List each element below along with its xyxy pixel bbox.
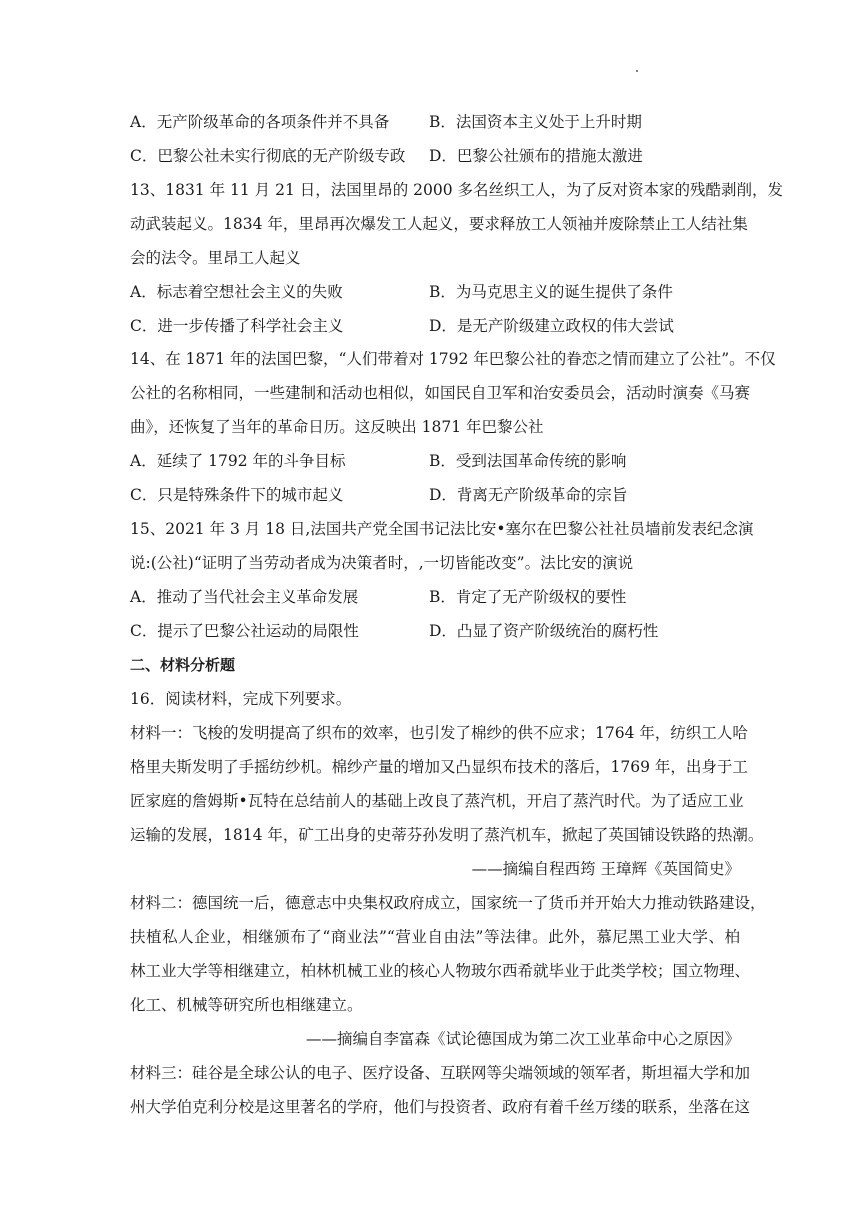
q14-stem-line-2: 公社的名称相同，一些建制和活动也相似，如国民自卫军和治安委员会，活动时演奏《马赛: [130, 384, 751, 402]
q13-option-row-1: [130, 282, 740, 302]
q14-option-c: C．只是特殊条件下的城市起义: [130, 486, 344, 504]
q14-option-row-1: [130, 451, 740, 471]
q15-stem-line-1: 15、2021 年 3 月 18 日,法国共产党全国书记法比安•塞尔在巴黎公社社员墙前发表纪念演: [130, 520, 754, 538]
material1-line-1: 材料一：飞梭的发明提高了织布的效率，也引发了棉纱的供不应求；1764 年，纺织工人哈: [130, 724, 748, 742]
material2-line-4: 化工、机械等研究所也相继建立。: [130, 996, 363, 1014]
q12-option-b: B．法国资本主义处于上升时期: [429, 113, 642, 131]
q14-stem-line-3: 曲》，还恢复了当年的革命日历。这反映出 1871 年巴黎公社: [130, 418, 544, 436]
q14-option-a: A．延续了 1792 年的斗争目标: [130, 452, 346, 470]
q15-option-d: D．凸显了资产阶级统治的腐朽性: [429, 622, 659, 640]
q14-option-row-2: [130, 485, 740, 505]
material3-line-1: 材料三：硅谷是全球公认的电子、医疗设备、互联网等尖端领域的领军者，斯坦福大学和加: [130, 1064, 751, 1082]
material2-line-3: 林工业大学等相继建立，柏林机械工业的核心人物玻尔西希就毕业于此类学校；国立物理、: [130, 962, 751, 980]
material2-source: ——摘编自李富森《试论德国成为第二次工业革命中心之原因》: [305, 1030, 740, 1048]
section-title: 二、材料分析题: [130, 656, 236, 674]
q15-option-row-2: [130, 621, 740, 641]
material1-line-4: 运输的发展，1814 年，矿工出身的史蒂芬孙发明了蒸汽机车，掀起了英国铺设铁路的热潮。: [130, 826, 764, 844]
q12-option-row-1: [130, 112, 740, 132]
q13-option-b: B．为马克思主义的诞生提供了条件: [429, 283, 673, 301]
material2-line-2: 扶植私人企业，相继颁布了“商业法”“营业自由法”等法律。此外，慕尼黑工业大学、柏: [130, 928, 740, 946]
page-dot-mark: [636, 70, 638, 72]
q13-option-d: D．是无产阶级建立政权的伟大尝试: [429, 317, 674, 335]
material1-line-3: 匠家庭的詹姆斯•瓦特在总结前人的基础上改良了蒸汽机，开启了蒸汽时代。为了适应工业: [130, 792, 744, 810]
q15-stem-line-2: 说:(公社)“证明了当劳动者成为决策者时，,一切皆能改变”。法比安的演说: [130, 554, 634, 572]
q12-option-a: A．无产阶级革命的各项条件并不具备: [130, 113, 390, 131]
q13-stem-line-1: 13、1831 年 11 月 21 日，法国里昂的 2000 多名丝织工人，为了反对资本家的残酷剥削，发: [130, 181, 784, 199]
q15-option-c: C．提示了巴黎公社运动的局限性: [130, 622, 359, 640]
q15-option-b: B．肯定了无产阶级权的要性: [429, 588, 627, 606]
q13-option-a: A．标志着空想社会主义的失败: [130, 283, 343, 301]
material3-line-2: 州大学伯克利分校是这里著名的学府，他们与投资者、政府有着千丝万缕的联系，坐落在这: [130, 1098, 751, 1116]
q14-option-b: B．受到法国革命传统的影响: [429, 452, 627, 470]
q14-stem-line-1: 14、在 1871 年的法国巴黎，“人们带着对 1792 年巴黎公社的眷恋之情而建立了公社”。不仅: [130, 350, 776, 368]
q13-option-c: C．进一步传播了科学社会主义: [130, 317, 344, 335]
material1-source: ——摘编自程西筠 王璋辉《英国简史》: [471, 860, 740, 878]
q15-option-row-1: [130, 587, 740, 607]
q13-option-row-2: [130, 316, 740, 336]
q16-intro: 16．阅读材料，完成下列要求。: [130, 690, 352, 708]
q12-option-row-2: [130, 146, 740, 166]
q14-option-d: D．背离无产阶级革命的宗旨: [429, 486, 628, 504]
q12-option-c: C．巴黎公社未实行彻底的无产阶级专政: [130, 147, 406, 165]
q15-option-a: A．推动了当代社会主义革命发展: [130, 588, 359, 606]
material1-line-2: 格里夫斯发明了手摇纺纱机。棉纱产量的增加又凸显织布技术的落后，1769 年，出身于工: [130, 758, 748, 776]
q12-option-d: D．巴黎公社颁布的措施太激进: [429, 147, 643, 165]
material2-line-1: 材料二：德国统一后，德意志中央集权政府成立，国家统一了货币并开始大力推动铁路建设，: [130, 894, 766, 912]
q13-stem-line-3: 会的法令。里昂工人起义: [130, 249, 301, 267]
q13-stem-line-2: 动武装起义。1834 年，里昂再次爆发工人起义，要求释放工人领袖并废除禁止工人结社集: [130, 215, 748, 233]
